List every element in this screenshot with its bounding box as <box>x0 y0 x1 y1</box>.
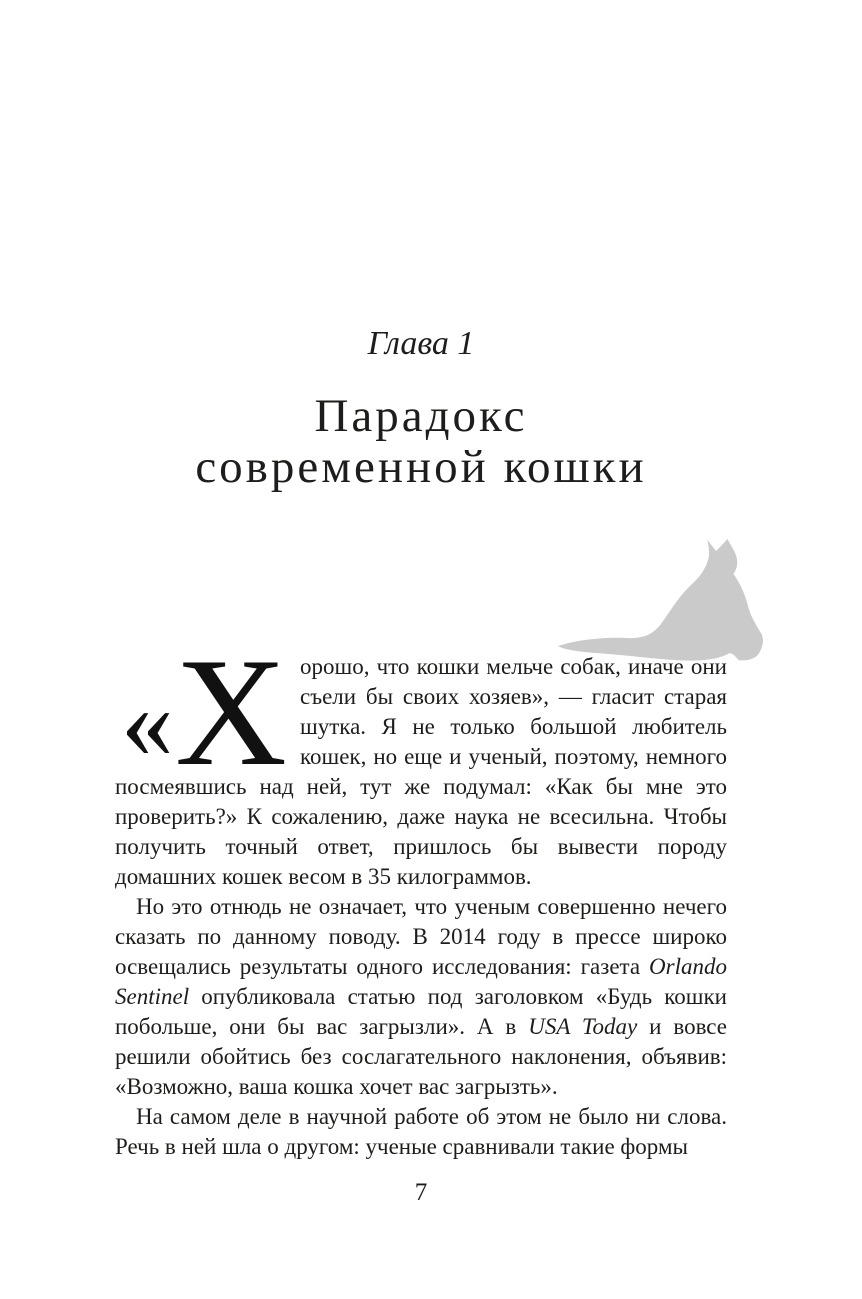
cat-silhouette-shape <box>558 539 763 661</box>
paragraph-3-text: На самом деле в научной работе об этом не было ни слова. Речь в ней шла о другом: ученые сравнивали такие формы <box>115 1104 727 1159</box>
page-number: 7 <box>414 1179 428 1206</box>
paragraph-2-text-2: опубликовала статью под заголовком «Будь кошки побольше, они бы вас загрызли». А в <box>115 984 727 1039</box>
newspaper-name-orlando-sentinel: Orlando Sentinel <box>115 954 727 1009</box>
dropcap-letter: Х <box>175 626 287 798</box>
paragraph-1-text: орошо, что кошки мельче собак, иначе они съели бы своих хозяев», — гласит старая шутка. Я не только большой любитель кошек, но еще и ученый, поэтому, немного посмеявшись над ней, тут же подумал: «Как бы мне это проверить?» К сожалению, даже наука не всесильна. Чтобы получить точный ответ, пришлось бы вывести породу домашних кошек весом в 35 килограммов. <box>115 654 727 889</box>
chapter-title-line-2: современной кошки <box>195 441 647 493</box>
body-text <box>115 626 727 1162</box>
newspaper-name-usa-today: USA Today <box>528 1014 638 1039</box>
paragraph-2-text-3: и вовсе решили обойтись без сослагательного наклонения, объявив: «Возможно, ваша кошка хочет вас загрызть». <box>115 1014 727 1099</box>
paragraph-2 <box>115 892 727 1102</box>
cat-silhouette-icon <box>555 538 765 662</box>
chapter-label: Глава 1 <box>367 325 475 362</box>
paragraph-3 <box>115 1102 727 1162</box>
paragraph-2-text-1: Но это отнюдь не означает, что ученым совершенно нечего сказать по данному поводу. В 2014 году в прессе широко освещались результаты одного исследования: газета <box>115 894 727 979</box>
chapter-title-line-1: Парадокс <box>314 390 528 442</box>
dropcap-opening-quote: « <box>121 663 174 780</box>
dropcap <box>115 626 300 798</box>
chapter-title <box>95 391 747 493</box>
paragraph-1 <box>115 626 727 892</box>
